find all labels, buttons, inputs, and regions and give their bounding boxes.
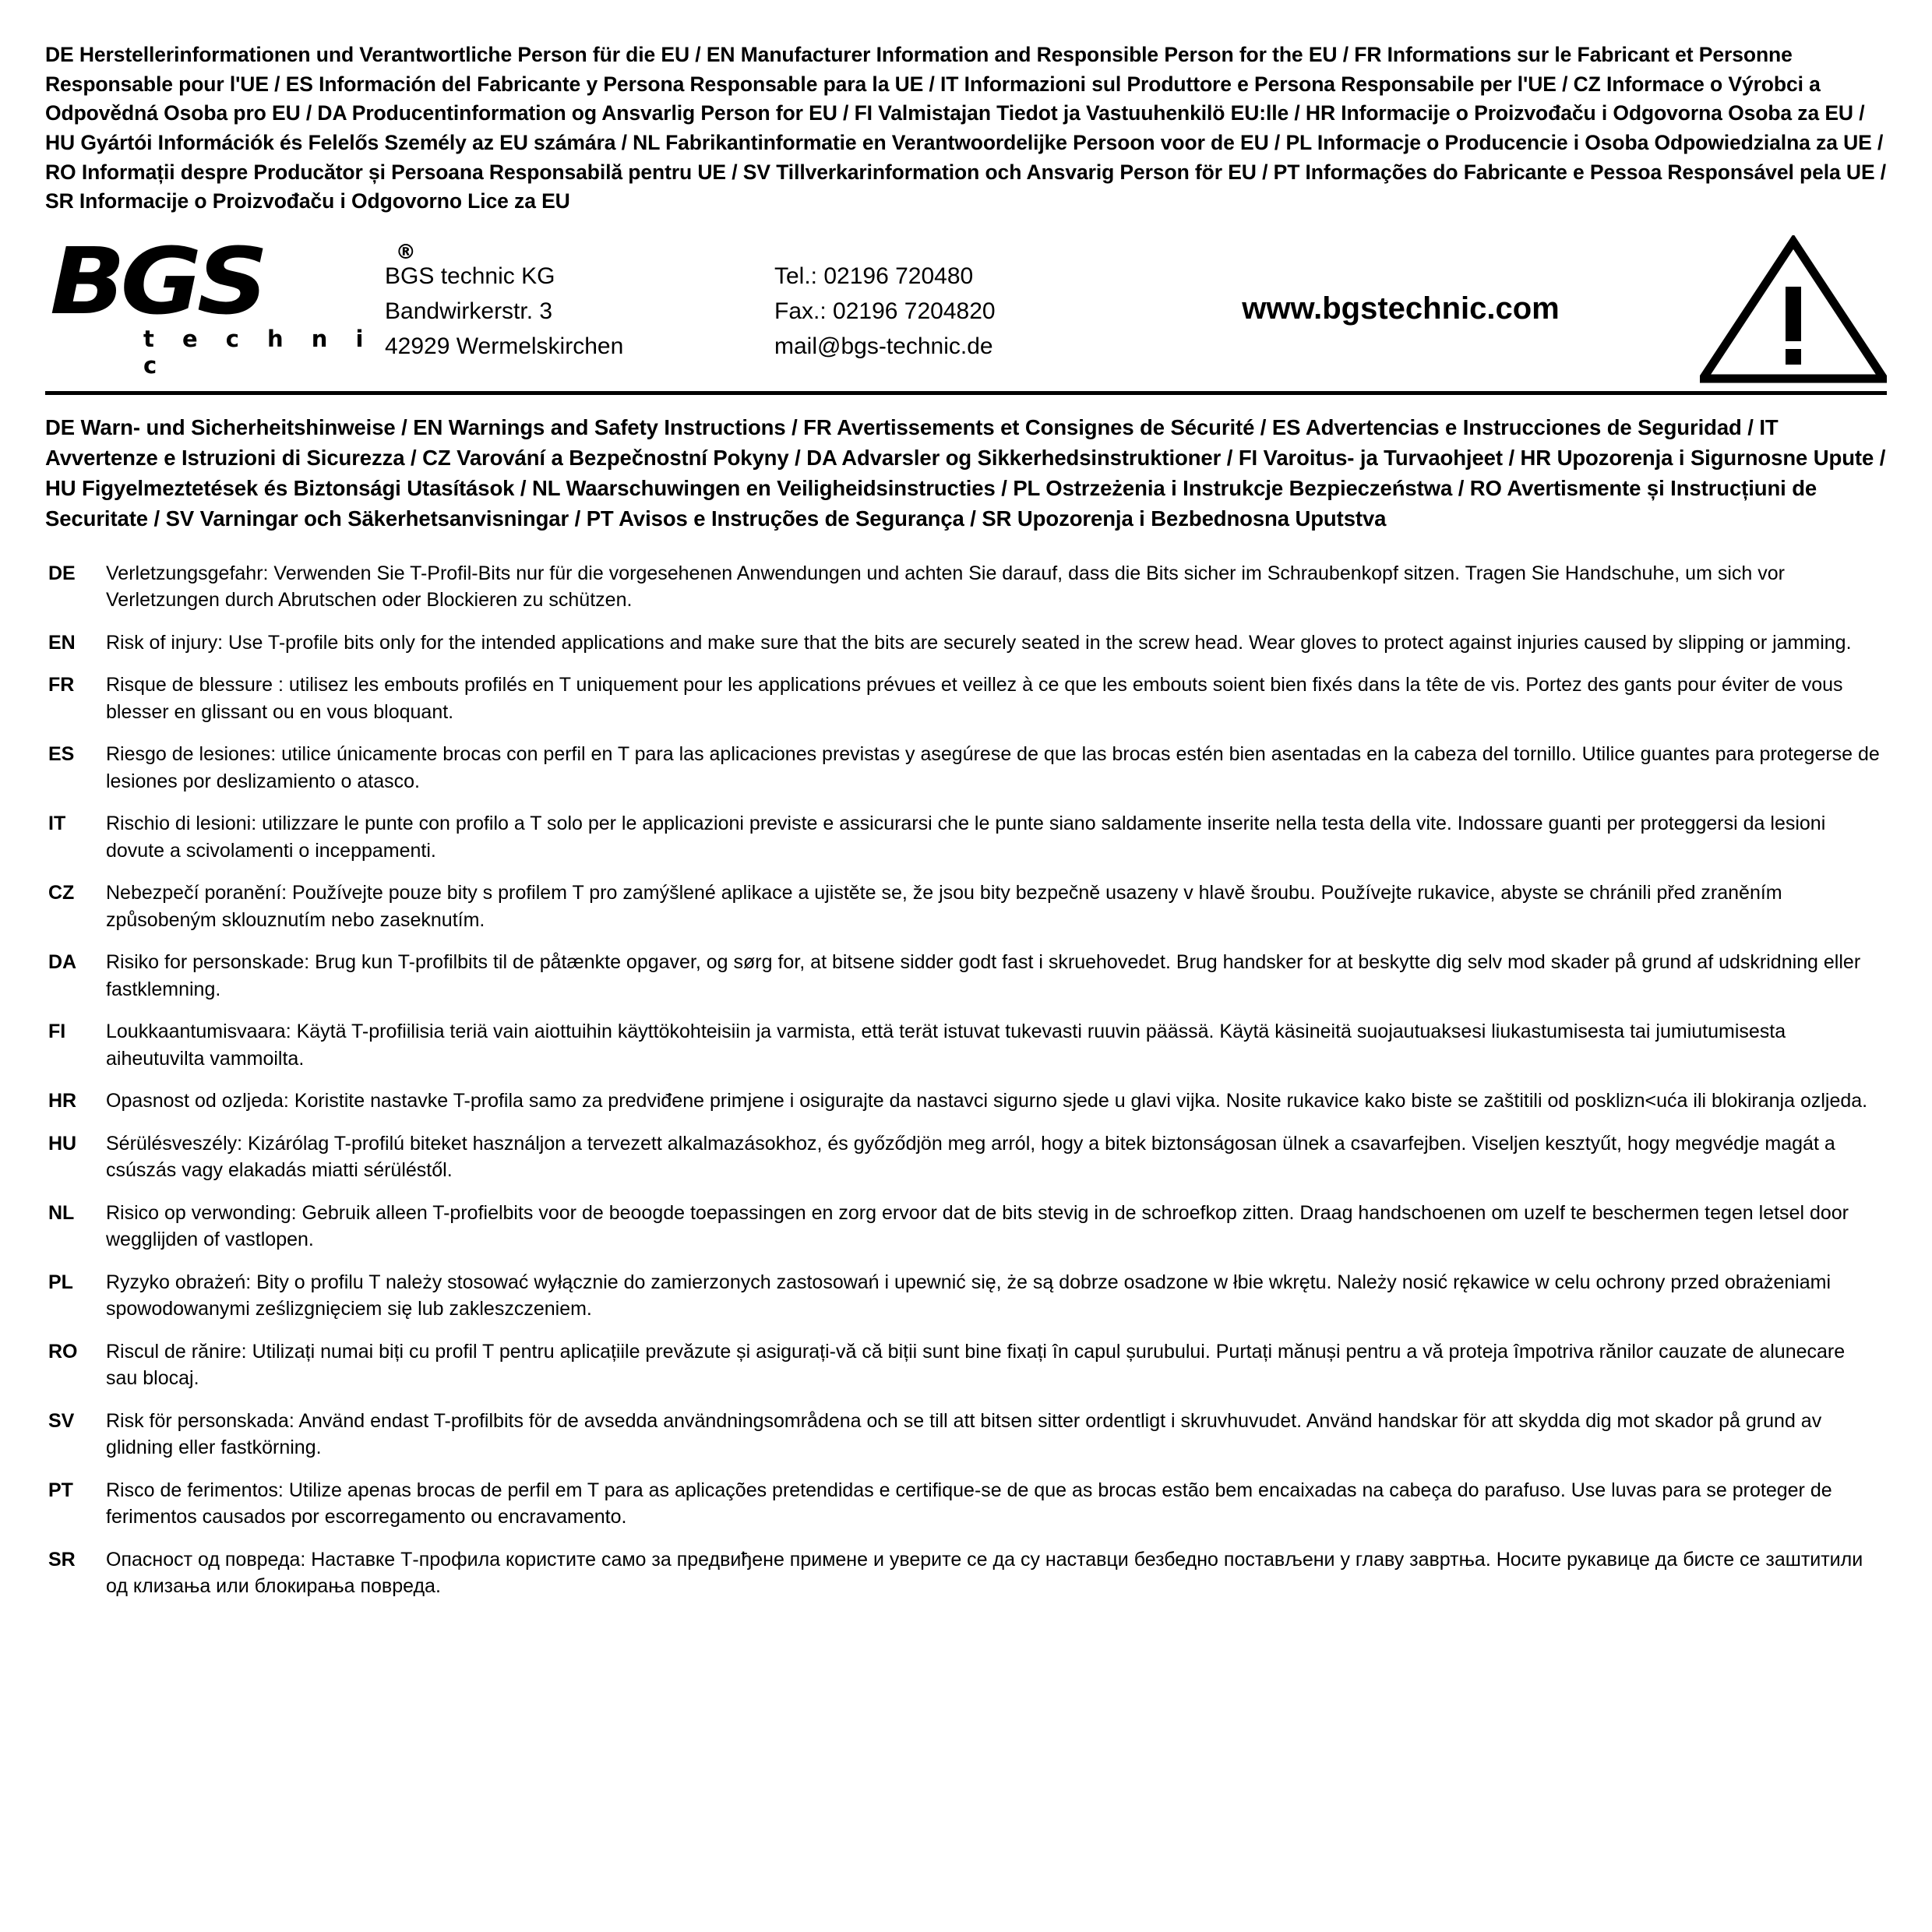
- list-item: [45, 1546, 1887, 1600]
- company-city: 42929 Wermelskirchen: [385, 333, 624, 360]
- company-information-band: [45, 227, 1887, 395]
- company-fax: Fax.: 02196 7204820: [774, 298, 996, 325]
- language-code: HU: [48, 1132, 77, 1155]
- language-code: CZ: [48, 882, 75, 904]
- warning-triangle-icon: [1684, 235, 1887, 383]
- list-item: [45, 1477, 1887, 1531]
- bgs-logo: [45, 227, 416, 379]
- company-website[interactable]: www.bgstechnic.com: [1242, 291, 1560, 326]
- instruction-text: Riscul de rănire: Utilizați numai biți cu profil T pentru aplicațiile prevăzute și asigurați-vă că biții sunt bine fixați în capul șurubului. Purtați mănuși pentru a vă proteja împotriva rănilor cauzate de alunecare sau blocaj.: [106, 1340, 1846, 1390]
- registered-trademark-icon: ®: [395, 241, 416, 265]
- company-address: [385, 254, 774, 364]
- company-street: Bandwirkerstr. 3: [385, 298, 553, 325]
- instructions-list: [45, 560, 1887, 1600]
- list-item: [45, 1088, 1887, 1115]
- list-item: [45, 560, 1887, 614]
- instruction-text: Nebezpečí poranění: Používejte pouze bity s profilem T pro zamýšlené aplikace a ujistěte se, že jsou bity bezpečně usazeny v hlavě šroubu. Používejte rukavice, abyste se chránili před zraněním způsobeným sklouznutím nebo zaseknutím.: [106, 882, 1782, 931]
- list-item: [45, 1130, 1887, 1184]
- list-item: [45, 1338, 1887, 1392]
- language-code: FI: [48, 1021, 66, 1043]
- instruction-text: Loukkaantumisvaara: Käytä T-profiilisia teriä vain aiottuihin käyttökohteisiin ja varmista, että terät istuvat tukevasti ruuvin päässä. Käytä käsineitä suojautuaksesi liukastumisesta tai jumiutumisesta aiheutuvilta vammoilta.: [106, 1021, 1786, 1070]
- safety-instructions-heading: DE Warn- und Sicherheitshinweise / EN Warnings and Safety Instructions / FR Avertissements et Consignes de Sécurité / ES Advertencias e Instrucciones de Seguridad / IT Avvertenze e Istruzioni di Sicurezza / CZ Varování a Bezpečnostní Pokyny / DA Advarsler og Sikkerhedsinstruktioner / FI Varoitus- ja Turvaohjeet / HR Upozorenja i Sigurnosne Upute / HU Figyelmeztetések és Biztonsági Utasítások / NL Waarschuwingen en Veiligheidsinstructies / PL Ostrzeżenia i Instrukcje Bezpieczeństwa / RO Avertismente și Instrucțiuni de Securitate / SV Varningar och Säkerhetsanvisningar / PT Avisos e Instruções de Segurança / SR Upozorenja i Bezbednosna Uputstva: [45, 414, 1886, 531]
- language-code: DE: [48, 562, 76, 584]
- instruction-text: Risiko for personskade: Brug kun T-profilbits til de påtænkte opgaver, og sørg for, at bitsene sidder godt fast i skruehovedet. Brug handsker for at beskytte dig selv mod skader på grund af udskridning eller fastklemning.: [106, 951, 1861, 1000]
- instruction-text: Sérülésveszély: Kizárólag T-profilú biteket használjon a tervezett alkalmazásokhoz, és győződjön meg arról, hogy a bitek biztonságosan ülnek a csavarfejben. Viseljen kesztyűt, hogy megvédje magát a csúszás vagy elakadás miatti sérüléstől.: [106, 1132, 1835, 1182]
- list-item: [45, 1018, 1887, 1072]
- instruction-text: Risk of injury: Use T-profile bits only for the intended applications and make sure that the bits are securely seated in the screw head. Wear gloves to protect against injuries caused by slipping or jamming.: [106, 631, 1852, 654]
- language-code: HR: [48, 1090, 77, 1112]
- logo-wordmark-text: BGS: [50, 227, 264, 336]
- language-code: RO: [48, 1340, 78, 1363]
- list-item: [45, 1200, 1887, 1253]
- language-code: FR: [48, 674, 75, 696]
- instruction-text: Risk för personskada: Använd endast T-profilbits för de avsedda användningsområdena och se till att bitsen sitter ordentligt i skruvhuvudet. Använd handskar för att skydda dig mot skador på grund av glidning eller fastkörning.: [106, 1409, 1822, 1459]
- instruction-text: Opasnost od ozljeda: Koristite nastavke T-profila samo za predviđene primjene i osigurajte da nastavci sigurno sjede u glavi vijka. Nosite rukavice kako biste se zaštitili od posklizn<uća ili blokiranja ozljeda.: [106, 1090, 1868, 1112]
- instruction-text: Ryzyko obrażeń: Bity o profilu T należy stosować wyłącznie do zamierzonych zastosowań i upewnić się, że są dobrze osadzone w łbie wkrętu. Należy nosić rękawice w celu ochrony przed obrażeniami spowodowanymi ześlizgnięciem się lub zakleszczeniem.: [106, 1271, 1832, 1320]
- language-code: EN: [48, 631, 76, 654]
- language-code: IT: [48, 813, 66, 835]
- language-code: ES: [48, 743, 75, 766]
- language-code: DA: [48, 951, 77, 974]
- list-item: [45, 1408, 1887, 1461]
- language-code: SV: [48, 1409, 75, 1432]
- language-code: PT: [48, 1479, 73, 1501]
- instruction-text: Rischio di lesioni: utilizzare le punte con profilo a T solo per le applicazioni previste e assicurarsi che le punte siano saldamente inserite nella testa della vite. Indossare guanti per proteggersi da lesioni dovute a scivolamenti o inceppamenti.: [106, 813, 1826, 862]
- instruction-text: Risque de blessure : utilisez les embouts profilés en T uniquement pour les applications prévues et veillez à ce que les embouts soient bien fixés dans la tête de vis. Portez des gants pour éviter de vous blesser en glissant ou en vous bloquant.: [106, 674, 1843, 723]
- manufacturer-info-heading: DE Herstellerinformationen und Verantwortliche Person für die EU / EN Manufacturer Information and Responsible Person for the EU / FR Informations sur le Fabricant et Personne Responsable pour l'UE / ES Información del Fabricante y Persona Responsable para la UE / IT Informazioni sul Produttore e Persona Responsabile per l'UE / CZ Informace o Výrobci a Odpovědná Osoba pro EU / DA Producentinformation og Ansvarlig Person for EU / FI Valmistajan Tiedot ja Vastuuhenkilö EU:lle / HR Informacije o Proizvođaču i Odgovorna Osoba za EU / HU Gyártói Információk és Felelős Személy az EU számára / NL Fabrikantinformatie en Verantwoordelijke Persoon voor de EU / PL Informacje o Producencie i Osoba Odpowiedzialna za UE / RO Informații despre Producător și Persoana Responsabilă pentru UE / SV Tillverkarinformation och Ansvarig Person för EU / PT Informações do Fabricante e Pessoa Responsável pela UE / SR Informacije o Proizvođaču i Odgovorno Lice za EU: [45, 43, 1887, 213]
- company-email[interactable]: mail@bgs-technic.de: [774, 333, 993, 360]
- logo-wordmark: [50, 227, 416, 336]
- language-code: NL: [48, 1201, 75, 1224]
- list-item: [45, 629, 1887, 657]
- list-item: [45, 1269, 1887, 1323]
- list-item: [45, 949, 1887, 1003]
- list-item: [45, 741, 1887, 795]
- language-code: PL: [48, 1271, 73, 1293]
- language-code: SR: [48, 1548, 76, 1571]
- instruction-text: Risico op verwonding: Gebruik alleen T-profielbits voor de beoogde toepassingen en zorg ervoor dat de bits stevig in de schroefkop zitten. Draag handschoenen om uzelf te beschermen tegen letsel door wegglijden of vastlopen.: [106, 1201, 1849, 1251]
- list-item: [45, 880, 1887, 933]
- instruction-text: Riesgo de lesiones: utilice únicamente brocas con perfil en T para las aplicaciones previstas y asegúrese de que las brocas estén bien asentadas en la cabeza del tornillo. Utilice guantes para protegerse de lesiones por deslizamiento o atasco.: [106, 743, 1880, 792]
- instruction-text: Risco de ferimentos: Utilize apenas brocas de perfil em T para as aplicações pretendidas e certifique-se de que as brocas estão bem encaixadas na cabeça do parafuso. Use luvas para se proteger de ferimentos causados por escorregamento ou encravamento.: [106, 1479, 1832, 1528]
- company-name: BGS technic KG: [385, 263, 555, 290]
- instruction-text: Опасност од повреда: Наставке Т-профила користите само за предвиђене примене и уверите се да су наставци безбедно постављени у главу завртња. Носите рукавице да бисте се заштитили од клизања или блокирања повреда.: [106, 1548, 1863, 1598]
- company-contact: [774, 254, 1141, 364]
- company-telephone: Tel.: 02196 720480: [774, 263, 974, 290]
- instruction-text: Verletzungsgefahr: Verwenden Sie T-Profil-Bits nur für die vorgesehenen Anwendungen und achten Sie darauf, dass die Bits sicher im Schraubenkopf sitzen. Tragen Sie Handschuhe, um sich vor Verletzungen durch Abrutschen oder Blockieren zu schützen.: [106, 562, 1785, 612]
- list-item: [45, 810, 1887, 864]
- list-item: [45, 672, 1887, 725]
- logo-subtext: t e c h n i c: [143, 326, 374, 379]
